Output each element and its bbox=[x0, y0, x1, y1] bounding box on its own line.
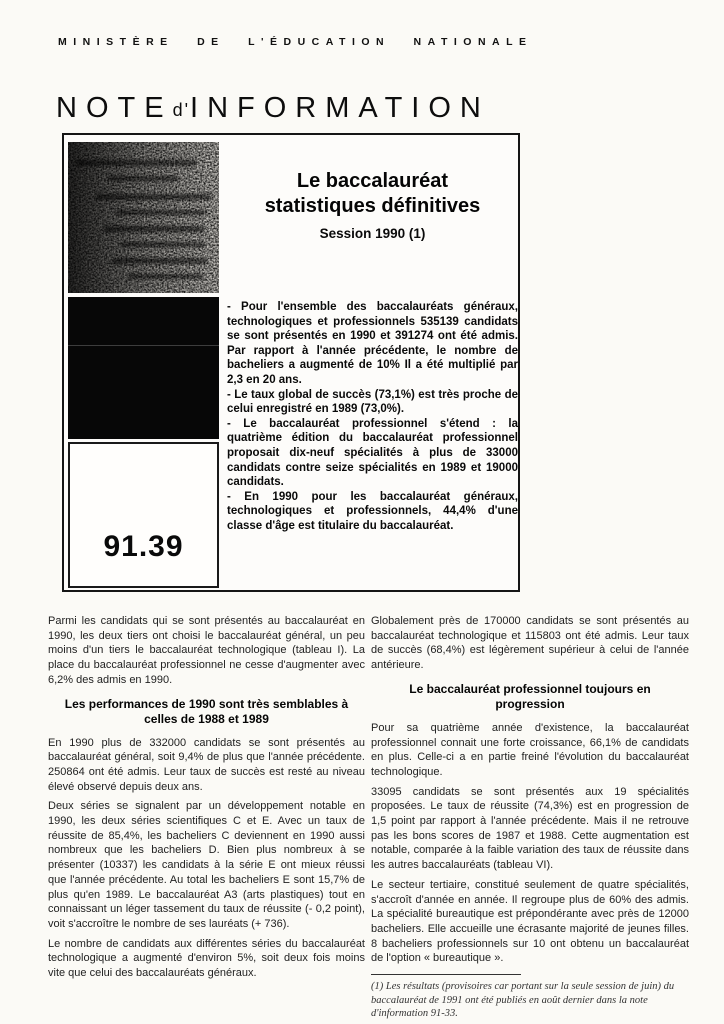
section-heading-professionnel: Le baccalauréat professionnel toujours en progression bbox=[409, 681, 651, 712]
intro-paragraph: Globalement près de 170000 candidats se sont présentés au baccalauréat technologique et 115803 ont été admis. Leur taux de succès (68,4%) est légèrement supérieur à celui de l'année antérieure. bbox=[371, 615, 689, 672]
bullet-paragraph: - Le taux global de succès (73,1%) est très proche de celui enregistré en 1989 (73,0%). bbox=[227, 388, 518, 416]
masthead-note: NOTE bbox=[56, 92, 173, 124]
cover-photo-strip bbox=[68, 142, 219, 293]
box-title-line1: Le baccalauréat bbox=[296, 170, 449, 192]
body-paragraph: Le nombre de candidats aux différentes séries du baccalauréat technologique a augmenté d'environ 5%, soit deux fois moins vite que celui des baccalauréats généraux. bbox=[48, 937, 365, 980]
body-paragraph: Le secteur tertiaire, constitué seulement de quatre spécialités, s'accroît d'année en année. Il regroupe plus de 60% des admis. La spécialité bureautique est prépondérante avec près de 12000 bacheliers. Elle accueille une écrasante majorité de jeunes filles. 8 bacheliers professionnels sur 10 ont obtenu un baccalauréat de l'option « bureautique ». bbox=[371, 878, 689, 965]
body-paragraph: En 1990 plus de 332000 candidats se sont présentés au baccalauréat général, soit 9,4% de plus que l'année précédente. 250864 ont été admis. Leur taux de succès est resté au niveau élevé observé depuis deux ans. bbox=[48, 736, 365, 793]
issue-number: 91.39 bbox=[103, 530, 184, 563]
bullet-paragraph: - Le baccalauréat professionnel s'étend : la quatrième édition du baccalauréat professionnel proposait dix-neuf spécialités à plus de 33000 candidats contre seize spécialités en 1989 et 19000 candidats. bbox=[227, 417, 518, 489]
header-box-right bbox=[227, 135, 518, 590]
box-title bbox=[227, 169, 518, 219]
body-paragraph: 33095 candidats se sont présentés aux 19 spécialités proposées. Le taux de réussite (74,3%) est en progression de 1,5 point par rapport à l'année précédente. Mais il ne retrouve pas les bons scores de 1987 et 1988. Cette augmentation est notable, comparée à la faible variation des taux de réussite dans les autres baccalauréats (tableau VI). bbox=[371, 785, 689, 872]
bullet-paragraph: - En 1990 pour les baccalauréat généraux, technologiques et professionnels, 44,4% d'une classe d'âge est titulaire du baccalauréat. bbox=[227, 490, 518, 532]
footnote-text: (1) Les résultats (provisoires car portant sur la seule session de juin) du baccalauréat de 1991 ont été publiés en août dernier dans la note d'information 91-33. bbox=[371, 981, 675, 1020]
intro-paragraph: Parmi les candidats qui se sont présentés au baccalauréat en 1990, les deux tiers ont choisi le baccalauréat général, un peu moins d'un tiers le baccalauréat technologique (tableau I). La place du baccalauréat professionnel ne cesse d'augmenter avec 6,2% des admis en 1990. bbox=[48, 615, 365, 686]
session-line: Session 1990 (1) bbox=[319, 226, 426, 241]
left-column bbox=[48, 614, 365, 1021]
body-paragraph: Deux séries se signalent par un développement notable en 1990, les deux séries scientifiques C et E. Avec un taux de réussite de 85,4%, les bacheliers C deviennent en 1990 aussi nombreux que les bacheliers D. Bien plus nombreux à se présenter (10337) les candidats à la série E ont mieux réussi que l'année précédente. Au total les bacheliers E sont 15,7% de plus qu'en 1989. Le baccalauréat A3 (arts plastiques) tout en connaissant un léger tassement du taux de réussite (- 0,2 point), voit s'accroître le nombre de ses lauréats (+ 736). bbox=[48, 800, 365, 930]
masthead-d-apostrophe: d' bbox=[172, 100, 191, 120]
masthead-title bbox=[56, 92, 490, 125]
issue-box bbox=[68, 442, 219, 588]
cover-photo-image bbox=[68, 142, 219, 293]
footnote-rule bbox=[371, 974, 521, 975]
summary-bullets bbox=[227, 300, 518, 534]
section-heading-performances: Les performances de 1990 sont très semblables à celles de 1988 et 1989 bbox=[64, 696, 349, 727]
bullet-paragraph: - Pour l'ensemble des baccalauréats généraux, technologiques et professionnels 535139 candidats se sont présentés en 1990 et 391274 ont été admis. Par rapport à l'année précédente, le nombre de bacheliers a augmenté de 10% Il a été multiplié par 2,3 en 20 ans. bbox=[227, 301, 518, 386]
header-box bbox=[62, 133, 520, 592]
body-paragraph: Pour sa quatrième année d'existence, la baccalauréat professionnel connait une forte croissance, 66,1% de candidats en plus. Celle-ci a en partie freiné l'évolution du baccalauréat technologique. bbox=[371, 721, 689, 778]
right-column bbox=[371, 614, 689, 1021]
masthead-information: INFORMATION bbox=[190, 92, 490, 124]
black-panel-seam bbox=[68, 345, 219, 346]
box-title-line2: statistiques définitives bbox=[264, 195, 481, 217]
body-columns bbox=[48, 614, 689, 1021]
black-panel bbox=[68, 297, 219, 439]
ministry-line: MINISTÈRE DE L'ÉDUCATION NATIONALE bbox=[58, 36, 533, 48]
